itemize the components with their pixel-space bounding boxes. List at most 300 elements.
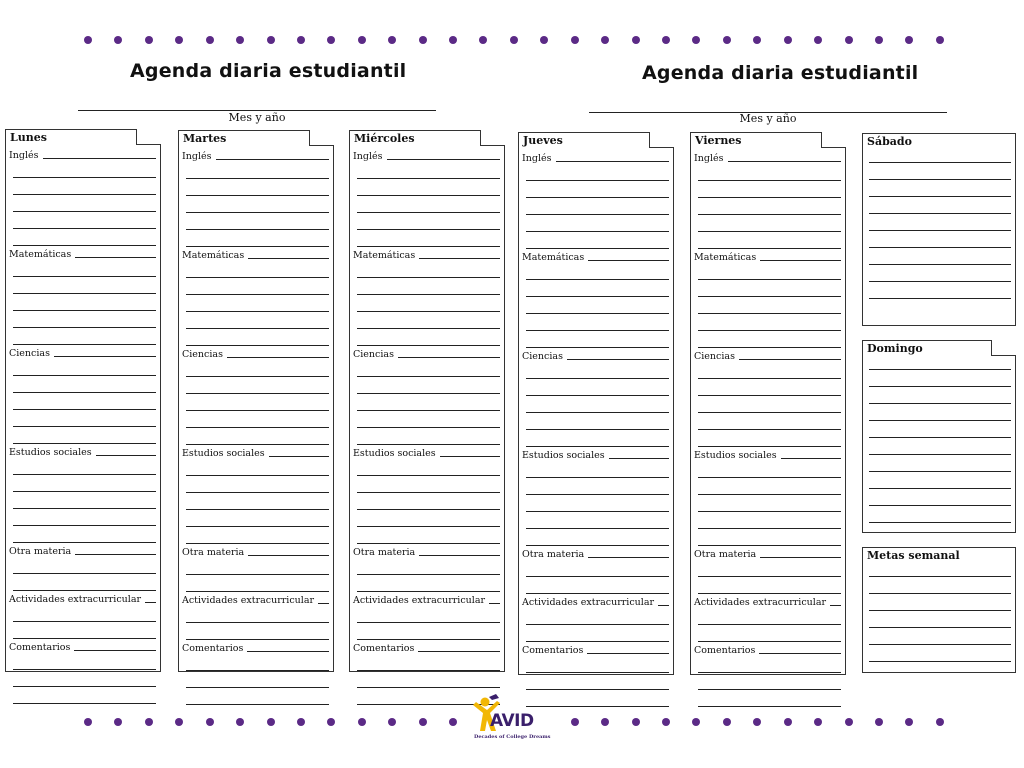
write-line[interactable] [526,529,669,546]
subject-write-line[interactable] [145,602,156,603]
write-line[interactable] [186,377,329,394]
subject-write-line[interactable] [96,455,156,456]
write-line[interactable] [869,645,1011,662]
write-line[interactable] [698,164,841,181]
write-line[interactable] [698,529,841,546]
write-line[interactable] [869,387,1011,404]
write-line[interactable] [526,314,669,331]
write-line[interactable] [13,492,156,509]
day-date-box[interactable] [480,130,505,146]
subject-label: Ciencias [353,349,394,360]
subject-row [694,642,841,656]
write-line[interactable] [186,493,329,510]
write-line[interactable] [186,278,329,295]
dot [236,36,244,44]
write-line[interactable] [13,311,156,328]
subject-write-line[interactable] [43,158,157,159]
dot [814,36,822,44]
subject-write-line[interactable] [248,555,329,556]
write-line[interactable] [13,178,156,195]
subject-write-line[interactable] [318,603,329,604]
write-line[interactable] [869,370,1011,387]
write-line[interactable] [13,475,156,492]
write-line[interactable] [357,230,500,247]
month-year-label-left: Mes y año [228,111,286,124]
subject-section [182,247,329,346]
write-line[interactable] [13,622,156,639]
subject-label: Inglés [9,150,39,161]
write-line[interactable] [526,560,669,577]
subject-write-line[interactable] [658,605,669,606]
dot [571,718,579,726]
dot [723,718,731,726]
subject-write-line[interactable] [739,359,841,360]
write-line[interactable] [869,404,1011,421]
write-line[interactable] [869,214,1011,231]
subject-row [9,639,156,653]
write-line[interactable] [869,265,1011,282]
write-line[interactable] [698,280,841,297]
subject-write-line[interactable] [587,653,669,654]
write-line[interactable] [526,577,669,594]
write-line[interactable] [13,526,156,543]
write-line[interactable] [526,297,669,314]
write-line[interactable] [698,181,841,198]
write-line[interactable] [186,575,329,592]
write-line[interactable] [526,215,669,232]
write-line[interactable] [698,512,841,529]
subject-label: Estudios sociales [9,447,92,458]
write-line[interactable] [357,278,500,295]
day-name-saturday: Sábado [867,135,912,148]
write-line[interactable] [869,438,1011,455]
day-name: Martes [183,132,227,145]
dot [662,718,670,726]
write-line[interactable] [869,472,1011,489]
dot [662,36,670,44]
dot [905,718,913,726]
subject-section [694,546,841,594]
day-date-box[interactable] [309,130,334,146]
write-line[interactable] [357,312,500,329]
write-line[interactable] [186,196,329,213]
write-line[interactable] [13,229,156,246]
write-line[interactable] [526,232,669,249]
subject-section [353,592,500,640]
subject-write-line[interactable] [760,260,841,261]
subject-section [353,544,500,592]
subject-write-line[interactable] [398,357,500,358]
write-line[interactable] [13,574,156,591]
write-line[interactable] [526,396,669,413]
write-line[interactable] [13,557,156,574]
subject-write-line[interactable] [387,159,501,160]
subject-write-line[interactable] [419,555,500,556]
write-line[interactable] [186,230,329,247]
write-line[interactable] [13,670,156,687]
write-line[interactable] [698,297,841,314]
write-line[interactable] [698,232,841,249]
write-line[interactable] [13,687,156,704]
write-line[interactable] [13,653,156,670]
write-line[interactable] [13,605,156,622]
subject-write-line[interactable] [418,651,500,652]
write-line[interactable] [698,379,841,396]
write-line[interactable] [526,164,669,181]
write-line[interactable] [186,428,329,445]
subject-row [522,642,669,656]
write-line[interactable] [186,312,329,329]
day-box-2 [349,130,505,672]
subject-section [522,348,669,447]
subject-row [9,246,156,260]
subject-write-line[interactable] [728,161,842,162]
subject-sections [182,148,329,705]
dot [814,718,822,726]
weekly-goals-title: Metas semanal [867,549,960,562]
weekly-goals-lines[interactable] [869,560,1011,662]
write-line[interactable] [698,430,841,447]
write-line[interactable] [526,430,669,447]
write-line[interactable] [526,512,669,529]
dot [723,36,731,44]
write-line[interactable] [869,146,1011,163]
write-line[interactable] [13,195,156,212]
write-line[interactable] [13,277,156,294]
write-line[interactable] [526,461,669,478]
subject-label: Otra materia [694,549,757,560]
dot [845,718,853,726]
subject-row [694,546,841,560]
write-line[interactable] [186,688,329,705]
write-line[interactable] [526,625,669,642]
write-line[interactable] [186,654,329,671]
subject-write-line[interactable] [567,359,669,360]
subject-row [522,348,669,362]
subject-label: Estudios sociales [522,450,605,461]
subject-write-line[interactable] [609,458,669,459]
subject-section [522,447,669,546]
write-line[interactable] [186,162,329,179]
write-line[interactable] [869,282,1011,299]
write-line[interactable] [357,377,500,394]
write-line[interactable] [357,329,500,346]
dot [753,36,761,44]
avid-logo-text: AVID [490,711,534,731]
write-line[interactable] [698,673,841,690]
subject-section [182,346,329,445]
dot [601,36,609,44]
write-line[interactable] [186,510,329,527]
write-line[interactable] [357,671,500,688]
write-line[interactable] [698,625,841,642]
write-line[interactable] [357,394,500,411]
subject-write-line[interactable] [830,605,841,606]
subject-row [182,592,329,606]
write-line[interactable] [186,329,329,346]
subject-label: Inglés [522,153,552,164]
write-line[interactable] [357,606,500,623]
write-line[interactable] [357,360,500,377]
subject-write-line[interactable] [419,258,500,259]
write-line[interactable] [698,560,841,577]
write-line[interactable] [698,263,841,280]
write-line[interactable] [186,606,329,623]
write-line[interactable] [526,413,669,430]
write-line[interactable] [357,575,500,592]
dot [267,36,275,44]
write-line[interactable] [357,261,500,278]
write-line[interactable] [869,353,1011,370]
subject-row [182,247,329,261]
subject-label: Ciencias [522,351,563,362]
subject-write-line[interactable] [74,650,156,651]
avid-logo [470,693,560,743]
dot [145,718,153,726]
write-line[interactable] [186,558,329,575]
write-line[interactable] [526,478,669,495]
write-line[interactable] [357,295,500,312]
write-line[interactable] [186,411,329,428]
write-line[interactable] [357,510,500,527]
dot [632,36,640,44]
write-line[interactable] [869,577,1011,594]
write-line[interactable] [357,162,500,179]
subject-row [182,445,329,459]
subject-row [182,148,329,162]
write-line[interactable] [13,376,156,393]
write-line[interactable] [13,294,156,311]
write-line[interactable] [698,331,841,348]
write-line[interactable] [869,506,1011,523]
subject-write-line[interactable] [227,357,329,358]
day-name: Miércoles [354,132,415,145]
subject-row [522,594,669,608]
subject-write-line[interactable] [269,456,329,457]
write-line[interactable] [526,656,669,673]
write-line[interactable] [526,495,669,512]
write-line[interactable] [526,198,669,215]
day-name: Viernes [695,134,742,147]
subject-label: Otra materia [182,547,245,558]
write-line[interactable] [13,393,156,410]
write-line[interactable] [698,608,841,625]
write-line[interactable] [526,280,669,297]
subject-write-line[interactable] [489,603,500,604]
write-line[interactable] [186,360,329,377]
write-line[interactable] [13,509,156,526]
day-date-box[interactable] [821,132,846,148]
write-line[interactable] [13,359,156,376]
write-line[interactable] [357,493,500,510]
subject-section [694,249,841,348]
subject-section [9,246,156,345]
subject-row [694,447,841,461]
write-line[interactable] [698,577,841,594]
subject-write-line[interactable] [759,653,841,654]
subject-label: Inglés [353,151,383,162]
write-line[interactable] [186,459,329,476]
write-line[interactable] [526,263,669,280]
subject-section [182,445,329,544]
write-line[interactable] [186,295,329,312]
dot [145,36,153,44]
subject-section [353,148,500,247]
day-date-box[interactable] [136,129,161,145]
dot [114,718,122,726]
subject-label: Actividades extracurricular [9,594,142,605]
write-line[interactable] [357,428,500,445]
write-line[interactable] [186,671,329,688]
subject-label: Inglés [182,151,212,162]
subject-row [9,147,156,161]
write-line[interactable] [357,527,500,544]
write-line[interactable] [186,261,329,278]
write-line[interactable] [869,197,1011,214]
sunday-lines[interactable] [869,353,1011,523]
write-line[interactable] [698,396,841,413]
subject-label: Matemáticas [522,252,585,263]
subject-write-line[interactable] [75,257,156,258]
write-line[interactable] [698,690,841,707]
subject-write-line[interactable] [556,161,670,162]
subject-write-line[interactable] [760,557,841,558]
write-line[interactable] [698,478,841,495]
write-line[interactable] [698,215,841,232]
write-line[interactable] [869,180,1011,197]
write-line[interactable] [526,379,669,396]
write-line[interactable] [869,248,1011,265]
subject-row [182,544,329,558]
write-line[interactable] [869,628,1011,645]
subject-label: Ciencias [9,348,50,359]
dot [388,36,396,44]
write-line[interactable] [13,410,156,427]
write-line[interactable] [13,458,156,475]
write-line[interactable] [186,527,329,544]
write-line[interactable] [357,196,500,213]
subject-section [353,247,500,346]
dot [875,36,883,44]
subject-row [522,150,669,164]
subject-write-line[interactable] [247,651,329,652]
write-line[interactable] [186,476,329,493]
write-line[interactable] [698,413,841,430]
write-line[interactable] [698,461,841,478]
dot [571,36,579,44]
subject-section [9,345,156,444]
write-line[interactable] [869,163,1011,180]
dot [84,36,92,44]
write-line[interactable] [869,231,1011,248]
write-line[interactable] [357,179,500,196]
write-line[interactable] [526,673,669,690]
write-line[interactable] [698,314,841,331]
write-line[interactable] [186,179,329,196]
write-line[interactable] [698,656,841,673]
write-line[interactable] [13,161,156,178]
write-line[interactable] [698,362,841,379]
write-line[interactable] [186,394,329,411]
subject-section [182,544,329,592]
subject-label: Actividades extracurricular [694,597,827,608]
write-line[interactable] [13,212,156,229]
subject-row [182,640,329,654]
saturday-lines[interactable] [869,146,1011,299]
write-line[interactable] [13,427,156,444]
day-date-box[interactable] [649,132,674,148]
write-line[interactable] [526,608,669,625]
write-line[interactable] [698,495,841,512]
write-line[interactable] [869,455,1011,472]
write-line[interactable] [869,560,1011,577]
subject-label: Matemáticas [9,249,72,260]
subject-row [694,249,841,263]
write-line[interactable] [13,260,156,277]
subject-write-line[interactable] [781,458,841,459]
subject-write-line[interactable] [248,258,329,259]
write-line[interactable] [357,213,500,230]
subject-write-line[interactable] [75,554,156,555]
subject-row [9,543,156,557]
subject-label: Matemáticas [694,252,757,263]
page-title-left: Agenda diaria estudiantil [130,60,407,82]
dot [114,36,122,44]
write-line[interactable] [357,476,500,493]
subject-sections [353,148,500,705]
subject-write-line[interactable] [588,260,669,261]
dot [540,36,548,44]
write-line[interactable] [869,489,1011,506]
write-line[interactable] [186,213,329,230]
subject-row [694,150,841,164]
subject-label: Estudios sociales [353,448,436,459]
write-line[interactable] [357,623,500,640]
subject-write-line[interactable] [216,159,330,160]
write-line[interactable] [869,611,1011,628]
day-box-saturday [862,133,1016,326]
subject-section [522,249,669,348]
subject-section [182,148,329,247]
write-line[interactable] [357,654,500,671]
write-line[interactable] [357,558,500,575]
dot [449,36,457,44]
subject-write-line[interactable] [588,557,669,558]
subject-section [694,150,841,249]
write-line[interactable] [357,411,500,428]
write-line[interactable] [526,362,669,379]
write-line[interactable] [869,594,1011,611]
day-box-3 [518,132,674,675]
subject-write-line[interactable] [54,356,156,357]
dot [175,36,183,44]
subject-row [182,346,329,360]
write-line[interactable] [13,328,156,345]
write-line[interactable] [698,198,841,215]
write-line[interactable] [357,459,500,476]
subject-label: Comentarios [694,645,756,656]
write-line[interactable] [869,421,1011,438]
dot [419,36,427,44]
subject-label: Actividades extracurricular [182,595,315,606]
write-line[interactable] [526,331,669,348]
write-line[interactable] [526,181,669,198]
write-line[interactable] [186,623,329,640]
subject-section [353,445,500,544]
subject-write-line[interactable] [440,456,500,457]
subject-row [353,640,500,654]
month-year-label-right: Mes y año [739,112,797,125]
